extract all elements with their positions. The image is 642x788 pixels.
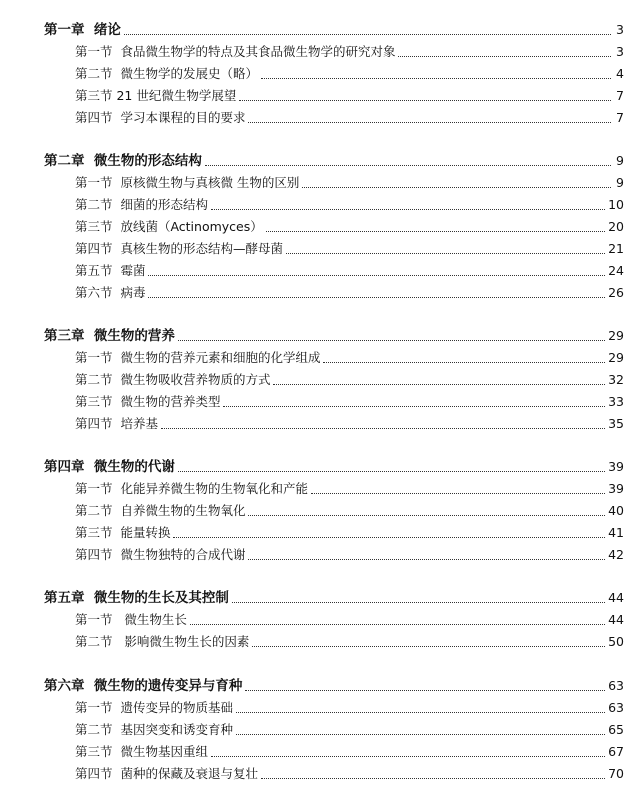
toc-chapter[interactable] xyxy=(0,147,642,169)
page-number: 26 xyxy=(608,285,624,300)
toc-section[interactable] xyxy=(0,169,642,191)
dot-leader xyxy=(236,711,605,713)
toc-section[interactable] xyxy=(0,191,642,213)
page-number: 39 xyxy=(608,481,624,496)
section-title: 第一节 微生物的营养元素和细胞的化学组成 xyxy=(75,350,321,365)
page-number: 33 xyxy=(608,394,624,409)
section-title: 第一节 微生物生长 xyxy=(75,612,187,627)
page-number: 24 xyxy=(608,263,624,278)
page-number: 40 xyxy=(608,503,624,518)
toc-section[interactable] xyxy=(0,694,642,716)
dot-leader xyxy=(173,536,605,538)
page-number: 10 xyxy=(608,197,624,212)
page-number: 42 xyxy=(608,547,624,562)
section-title: 第二节 微生物吸收营养物质的方式 xyxy=(75,372,271,387)
chapter-title: 第五章 微生物的生长及其控制 xyxy=(44,590,229,606)
page-number: 41 xyxy=(608,525,624,540)
section-title: 第二节 影响微生物生长的因素 xyxy=(75,634,250,649)
section-title: 第四节 微生物独特的合成代谢 xyxy=(75,547,246,562)
toc-chapter[interactable] xyxy=(0,584,642,606)
dot-leader xyxy=(161,427,605,429)
page-number: 35 xyxy=(608,416,624,431)
chapter-title: 第二章 微生物的形态结构 xyxy=(44,153,202,169)
section-title: 第二节 细菌的形态结构 xyxy=(75,197,208,212)
page-number: 3 xyxy=(616,22,624,37)
page-number: 4 xyxy=(616,66,624,81)
dot-leader xyxy=(261,77,611,79)
dot-leader xyxy=(323,361,605,363)
toc-section[interactable] xyxy=(0,279,642,301)
section-title: 第二节 微生物学的发展史（略） xyxy=(75,66,258,81)
dot-leader xyxy=(124,33,611,35)
toc-section[interactable] xyxy=(0,606,642,628)
dot-leader xyxy=(248,514,605,516)
dot-leader xyxy=(248,558,605,560)
section-title: 第三节 微生物基因重组 xyxy=(75,744,208,759)
toc-section[interactable] xyxy=(0,257,642,279)
section-title: 第三节 21 世纪微生物学展望 xyxy=(75,88,237,103)
section-title: 第四节 培养基 xyxy=(75,416,158,431)
page-number: 44 xyxy=(608,612,624,627)
section-title: 第四节 真核生物的形态结构—酵母菌 xyxy=(75,241,283,256)
dot-leader xyxy=(236,733,605,735)
section-title: 第五节 霉菌 xyxy=(75,263,146,278)
toc-section[interactable] xyxy=(0,82,642,104)
page-number: 63 xyxy=(608,700,624,715)
page-number: 29 xyxy=(608,350,624,365)
toc-chapter[interactable] xyxy=(0,322,642,344)
page-number: 65 xyxy=(608,722,624,737)
dot-leader xyxy=(311,492,605,494)
section-title: 第六节 病毒 xyxy=(75,285,146,300)
toc-chapter[interactable] xyxy=(0,453,642,475)
chapter-title: 第六章 微生物的遗传变异与育种 xyxy=(44,678,243,694)
page-number: 63 xyxy=(608,678,624,693)
page-number: 50 xyxy=(608,634,624,649)
toc-section[interactable] xyxy=(0,519,642,541)
section-title: 第四节 学习本课程的目的要求 xyxy=(75,110,246,125)
toc-section[interactable] xyxy=(0,38,642,60)
dot-leader xyxy=(223,405,605,407)
chapter-title: 第一章 绪论 xyxy=(44,22,121,38)
dot-leader xyxy=(190,623,605,625)
dot-leader xyxy=(398,55,611,57)
section-title: 第一节 遗传变异的物质基础 xyxy=(75,700,233,715)
toc-chapter[interactable] xyxy=(0,16,642,38)
dot-leader xyxy=(211,208,605,210)
toc-section[interactable] xyxy=(0,344,642,366)
dot-leader xyxy=(148,274,605,276)
page-number: 44 xyxy=(608,590,624,605)
toc-section[interactable] xyxy=(0,388,642,410)
toc-section[interactable] xyxy=(0,541,642,563)
page-number: 32 xyxy=(608,372,624,387)
toc-section[interactable] xyxy=(0,716,642,738)
dot-leader xyxy=(302,186,611,188)
toc-section[interactable] xyxy=(0,410,642,432)
toc-section[interactable] xyxy=(0,366,642,388)
section-title: 第二节 基因突变和诱变育种 xyxy=(75,722,233,737)
dot-leader xyxy=(178,470,605,472)
page-number: 21 xyxy=(608,241,624,256)
page-number: 70 xyxy=(608,766,624,781)
dot-leader xyxy=(211,755,605,757)
dot-leader xyxy=(266,230,605,232)
dot-leader xyxy=(273,383,605,385)
page-number: 7 xyxy=(616,88,624,103)
section-title: 第三节 微生物的营养类型 xyxy=(75,394,221,409)
dot-leader xyxy=(148,296,605,298)
section-title: 第三节 放线菌（Actinomyces） xyxy=(75,219,263,234)
page-number: 7 xyxy=(616,110,624,125)
dot-leader xyxy=(205,164,611,166)
toc-section[interactable] xyxy=(0,235,642,257)
toc-section[interactable] xyxy=(0,628,642,650)
section-title: 第一节 食品微生物学的特点及其食品微生物学的研究对象 xyxy=(75,44,396,59)
toc-section[interactable] xyxy=(0,475,642,497)
page-number: 29 xyxy=(608,328,624,343)
dot-leader xyxy=(252,645,605,647)
section-title: 第一节 化能异养微生物的生物氧化和产能 xyxy=(75,481,308,496)
section-title: 第二节 自养微生物的生物氧化 xyxy=(75,503,246,518)
dot-leader xyxy=(261,777,605,779)
section-title: 第三节 能量转换 xyxy=(75,525,171,540)
toc-section[interactable] xyxy=(0,738,642,760)
page-number: 9 xyxy=(616,153,624,168)
page-number: 3 xyxy=(616,44,624,59)
dot-leader xyxy=(286,252,605,254)
dot-leader xyxy=(239,99,611,101)
dot-leader xyxy=(232,601,605,603)
toc-section[interactable] xyxy=(0,60,642,82)
dot-leader xyxy=(178,339,605,341)
section-title: 第一节 原核微生物与真核微 生物的区别 xyxy=(75,175,300,190)
chapter-title: 第四章 微生物的代谢 xyxy=(44,459,175,475)
page-number: 39 xyxy=(608,459,624,474)
chapter-title: 第三章 微生物的营养 xyxy=(44,328,175,344)
page-number: 67 xyxy=(608,744,624,759)
page-number: 20 xyxy=(608,219,624,234)
dot-leader xyxy=(248,121,611,123)
toc-section[interactable] xyxy=(0,760,642,782)
toc-chapter[interactable] xyxy=(0,672,642,694)
toc-section[interactable] xyxy=(0,497,642,519)
section-title: 第四节 菌种的保藏及衰退与复壮 xyxy=(75,766,258,781)
page-number: 9 xyxy=(616,175,624,190)
toc-section[interactable] xyxy=(0,104,642,126)
toc-section[interactable] xyxy=(0,213,642,235)
dot-leader xyxy=(245,689,605,691)
